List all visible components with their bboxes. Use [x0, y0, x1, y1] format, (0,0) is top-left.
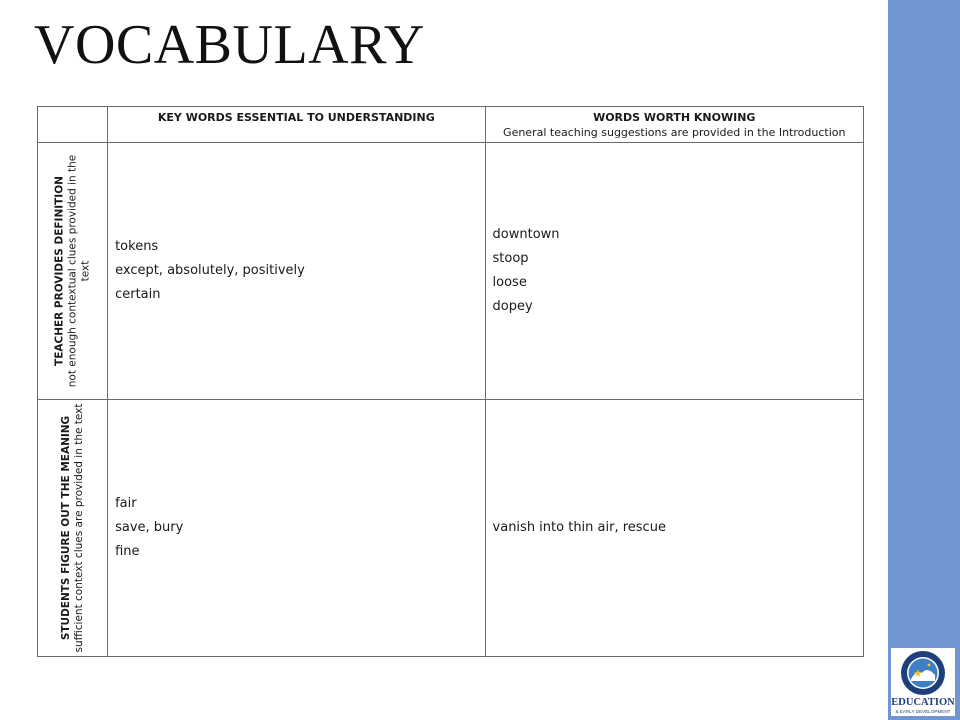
list-item: fine — [115, 544, 140, 559]
list-item: except, absolutely, positively — [115, 263, 305, 278]
list-item: stoop — [492, 251, 529, 266]
list-item: save, bury — [115, 520, 184, 535]
row-label-description: not enough contextual clues provided in the text — [66, 154, 92, 388]
logo-main-text: EDUCATION — [891, 697, 955, 708]
word-list — [115, 235, 484, 307]
table-row — [38, 143, 864, 400]
side-accent-bar — [888, 0, 960, 720]
list-item: fair — [115, 496, 137, 511]
key-words-cell — [108, 400, 485, 657]
logo-graphic — [891, 648, 955, 716]
list-item: dopey — [492, 299, 533, 314]
row-label-title: TEACHER PROVIDES DEFINITION — [53, 176, 66, 366]
logo-sub-text: & EARLY DEVELOPMENT — [895, 709, 951, 714]
row-label-students — [38, 400, 108, 657]
corner-cell — [38, 107, 108, 143]
worth-knowing-cell — [485, 400, 863, 657]
header-key-words — [108, 107, 485, 143]
list-item: downtown — [492, 227, 560, 242]
seal-small-star-icon — [928, 664, 931, 667]
word-list — [493, 223, 863, 319]
alaska-education-seal-icon — [891, 648, 955, 716]
key-words-cell — [108, 143, 485, 400]
table-header-row — [38, 107, 864, 143]
table-row — [38, 400, 864, 657]
header-key-words-label: KEY WORDS ESSENTIAL TO UNDERSTANDING — [157, 111, 435, 124]
list-item: vanish into thin air, rescue — [492, 520, 666, 535]
row-label-teacher — [38, 143, 108, 400]
header-worth-knowing-sub: General teaching suggestions are provided in the Introduction — [503, 126, 846, 139]
header-words-worth-knowing — [485, 107, 863, 143]
row-label-title: STUDENTS FIGURE OUT THE MEANING — [59, 415, 72, 641]
header-worth-knowing-label: WORDS WORTH KNOWING — [593, 111, 756, 124]
word-list — [115, 492, 484, 564]
list-item: tokens — [115, 239, 159, 254]
worth-knowing-cell — [485, 143, 863, 400]
word-list — [493, 516, 863, 540]
list-item: certain — [115, 287, 161, 302]
row-label-description: sufficient context clues are provided in the text — [72, 403, 85, 653]
page-title: VOCABULARY — [34, 14, 425, 76]
list-item: loose — [492, 275, 527, 290]
vocabulary-table — [37, 106, 864, 657]
